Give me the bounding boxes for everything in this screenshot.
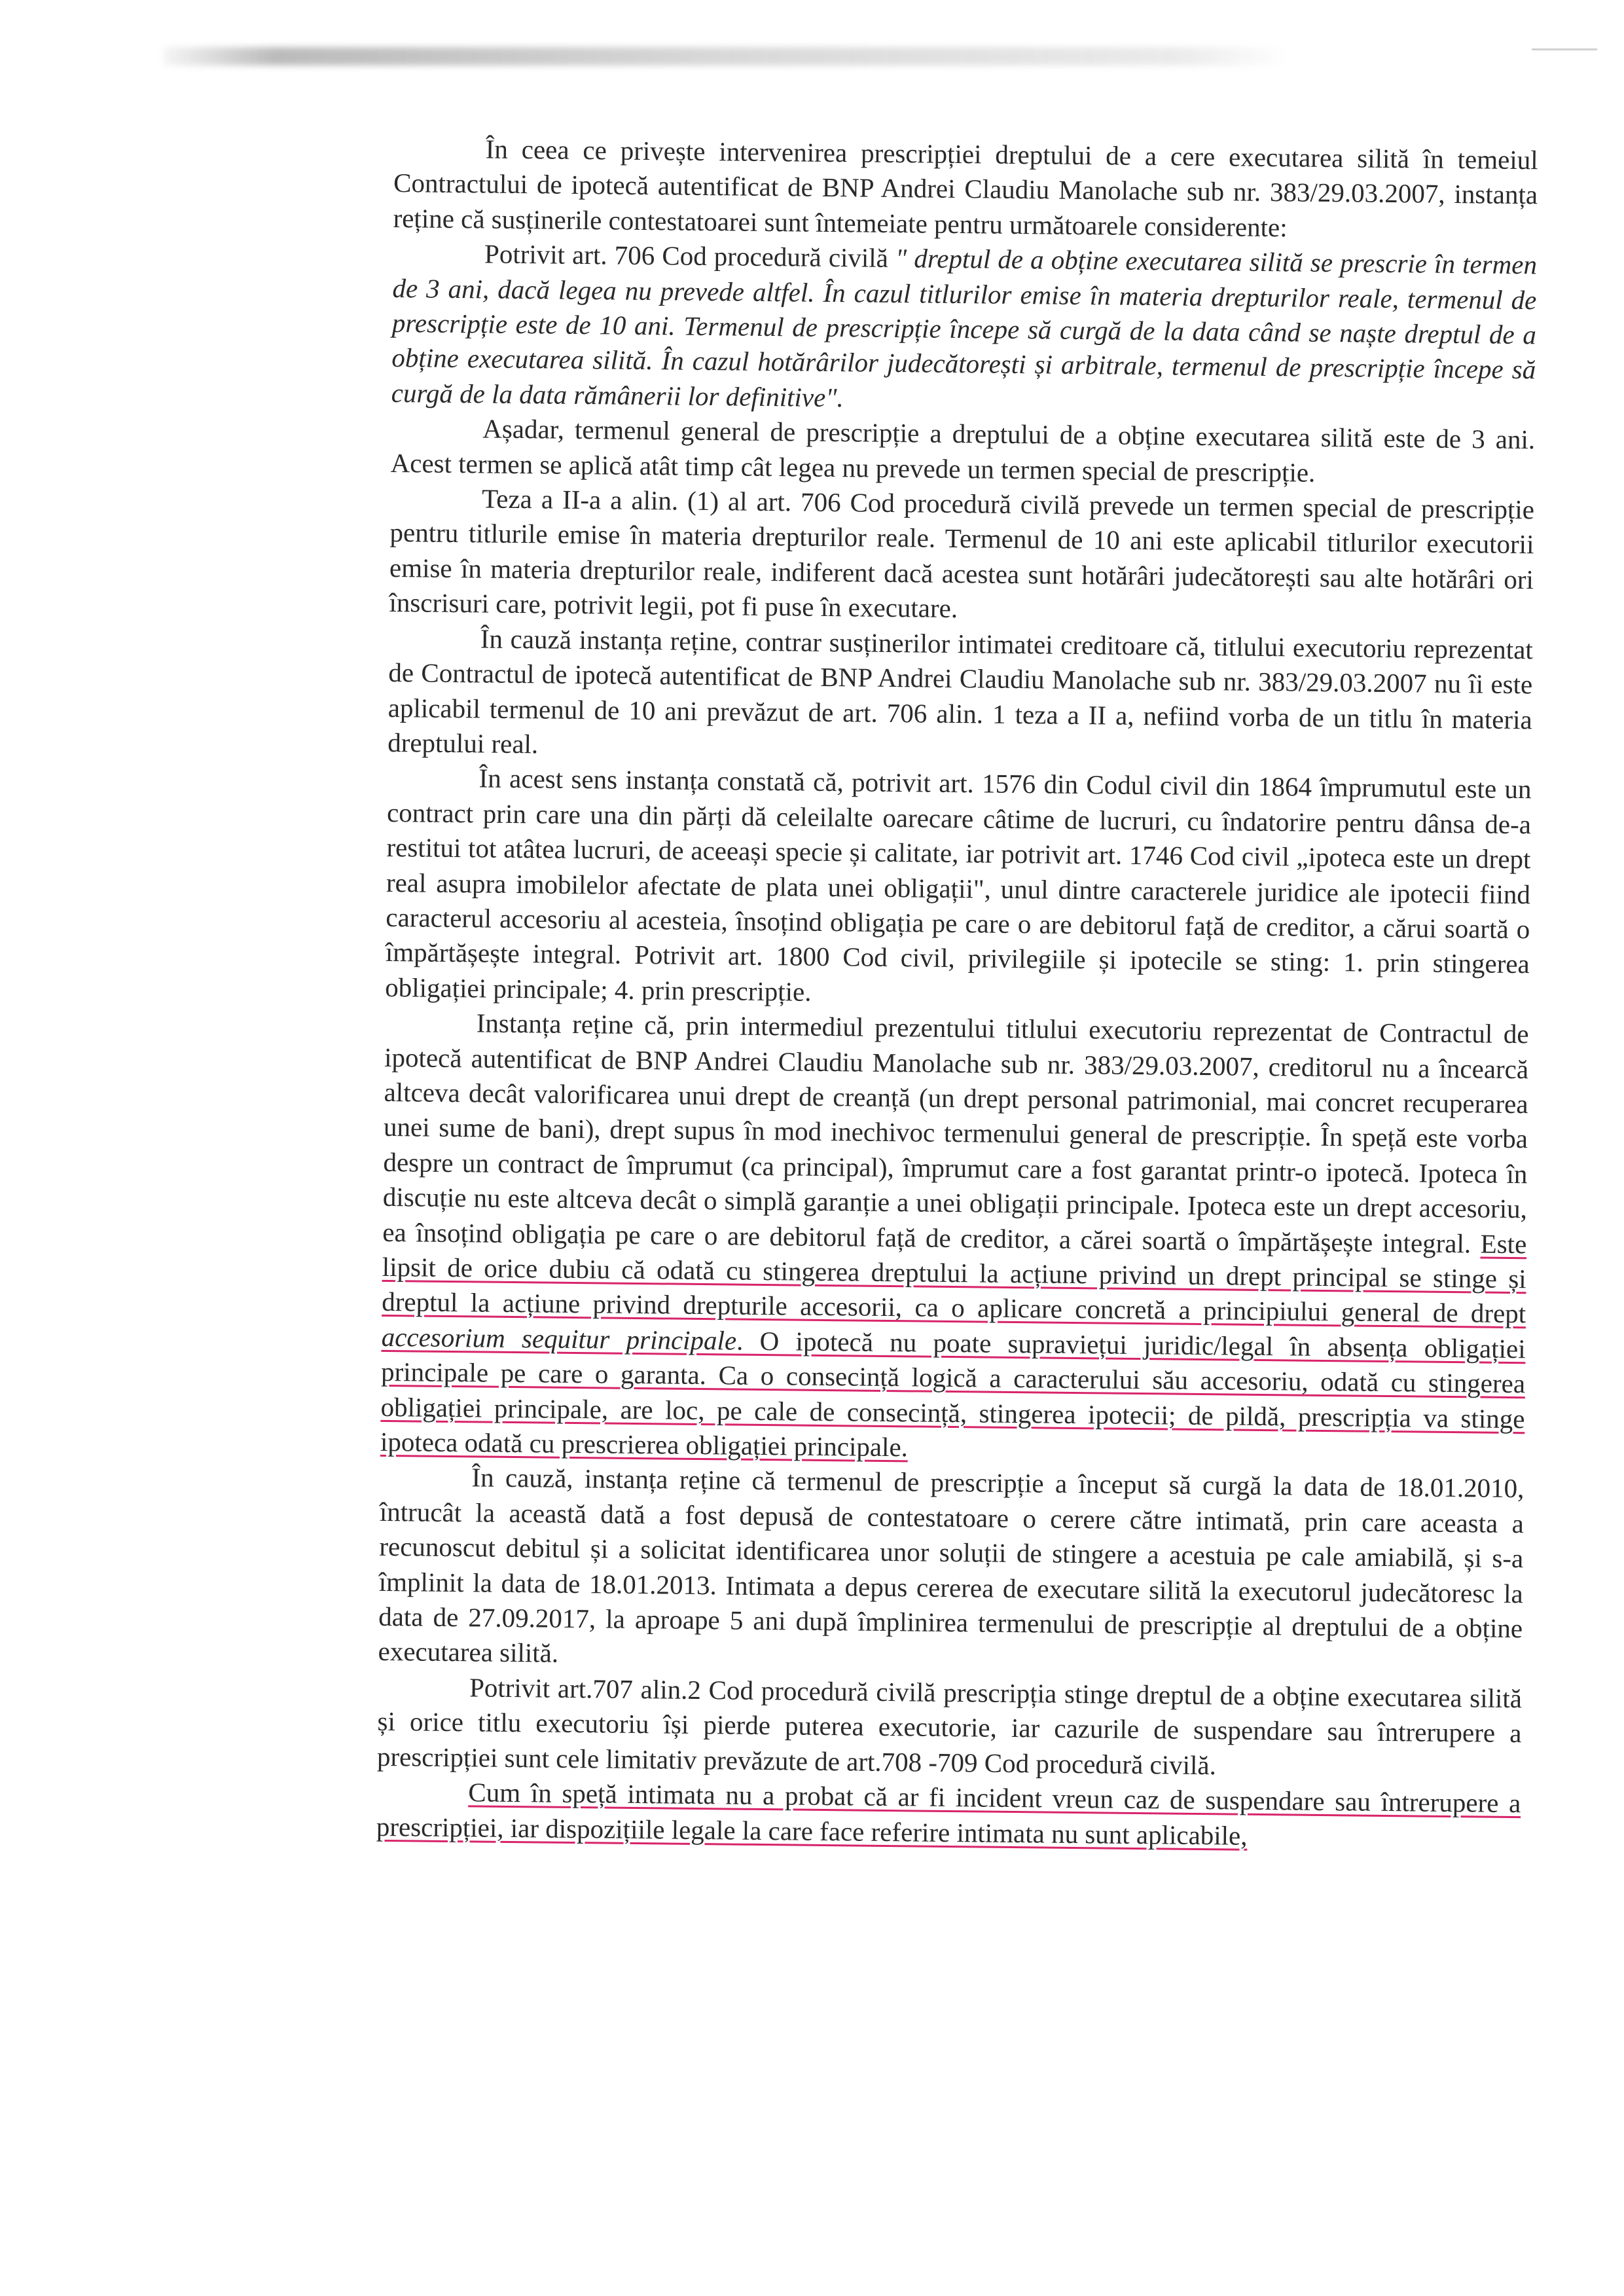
highlighted-passage: Este lipsit de orice dubiu că odată cu stingerea dreptului la acțiune privind un drept principal se stinge și dreptul la acțiune privind drepturile accesorii, ca o aplicare concretă a principiului general de drept accesorium sequitur principale. O ipotecă nu poate supraviețui juridic/legal în absența obligației principale pe care o garanta. Ca o consecință logică a caracterului său accesoriu, odată cu stingerea obligației principale, are loc, pe cale de consecință, stingerea ipotecii; de pildă, prescripția va stinge ipoteca odată cu prescrierea obligației principale. bbox=[380, 1228, 1527, 1463]
paragraph-court-finding: În cauză instanța reține, contrar susținerilor intimatei creditoare că, titlului executoriu reprezentat de Contractul de ipotecă autentificat de BNP Andrei Claudiu Manolache sub nr. 383/29.03.2007 nu îi este aplicabil termenul de 10 ani prevăzut de art. 706 alin. 1 teza a II a, nefiind vorba de un titlu în materia dreptului real. bbox=[387, 623, 1534, 759]
paragraph-conclusion bbox=[376, 1774, 1521, 1856]
highlighted-conclusion: Cum în speță intimata nu a probat că ar fi incident vreun caz de suspendare sau întrerupere a prescripției, iar dispozițiile legale la care face referire intimata nu sunt aplicabile, bbox=[376, 1777, 1521, 1851]
paragraph-prescription-intro: În ceea ce privește intervenirea prescripției dreptului de a cere executarea silită în temeiul Contractului de ipotecă autentificat de BNP Andrei Claudiu Manolache sub nr. 383/29.03.2007, instanța reține că susținerile contestatoarei sunt întemeiate pentru următoarele considerente: bbox=[393, 134, 1538, 243]
paragraph-art-707: Potrivit art.707 alin.2 Cod procedură civilă prescripția stinge dreptul de a obține executarea silită și orice titlu executoriu își pierde puterea executorie, iar cazurile de suspendare sau întrerupere a prescripției sunt cele limitativ prevăzute de art.708 -709 Cod procedură civilă. bbox=[376, 1672, 1523, 1780]
scan-shadow-top bbox=[164, 47, 1290, 65]
art-706-quotation: " dreptul de a obține executarea silită se prescrie în termen de 3 ani, dacă legea nu prevede altfel. În cazul titlurilor emise în materia drepturilor reale, termenul de prescripție este de 10 ani. Termenul de prescripție începe să curgă de la data când se naște dreptul de a obține executarea silită. În cazul hotărârilor judecătorești și arbitrale, termenul de prescripție începe să curgă de la data rămânerii lor definitive". bbox=[391, 243, 1538, 413]
paragraph-general-term: Așadar, termenul general de prescripție a dreptului de a obține executarea silită este de 3 ani. Acest termen se aplică atât timp cât legea nu prevede un termen special de prescripție. bbox=[390, 413, 1536, 488]
paragraph-prescription-dates: În cauză, instanța reține că termenul de prescripție a început să curgă la data de 18.01.2010, întrucât la această dată a fost depusă de contestatoare o cerere către intimată, prin care aceasta a recunoscut debitul și a solicitat identificarea unor soluții de stingere a acestuia pe cale amiabilă, și s-a împlinit la data de 18.01.2013. Intimata a depus cererea de executare silită la executorul judecătoresc la data de 27.09.2017, la aproape 5 ani după împlinirea termenului de prescripție al dreptului de a obține executarea silită. bbox=[378, 1462, 1525, 1669]
accessory-right-text: Instanța reține că, prin intermediul prezentului titlului executoriu reprezentat de Contractul de ipotecă autentificat de BNP Andrei Claudiu Manolache sub nr. 383/29.03.2007, creditorul nu a încearcă altceva decât valorificarea unui drept de creanță (un drept personal patrimonial, mai concret recuperarea unei sume de bani), drept supus în mod inechivoc termenului general de prescripție. În speță este vorba despre un contract de împrumut (ca principal), împrumut care a fost garantat printr-o ipotecă. Ipoteca în discuție nu este altceva decât o simplă garanție a unei obligații principale. Ipoteca este un drept accesoriu, ea însoțind obligația pe care o are debitorul față de creditor, a cărei soartă o împărtășește integral. bbox=[382, 1008, 1529, 1259]
latin-maxim: accesorium sequitur principale bbox=[381, 1321, 737, 1356]
paragraph-civil-code-loan: În acest sens instanța constată că, potrivit art. 1576 din Codul civil din 1864 împrumutul este un contract prin care una din părți dă celeilalte oarecare câtime de lucruri, cu îndatorire pentru dânsa de-a restitui tot atâtea lucruri, de aceeași specie și calitate, iar potrivit art. 1746 Cod civil „ipoteca este un drept real asupra imobilelor afectate de plata unei obligații", unul dintre caracterele juridice ale ipotecii fiind caracterul accesoriu al acesteia, însoțind obligația pe care o are debitorul față de creditor, a cărui soartă o împărtășește integral. Potrivit art. 1800 Cod civil, privilegiile și ipotecile se sting: 1. prin stingerea obligației principale; 4. prin prescripție. bbox=[385, 763, 1532, 1007]
paragraph-special-term: Teza a II-a a alin. (1) al art. 706 Cod procedură civilă prevede un termen special de prescripție pentru titlurile emise în materia drepturilor reale. Termenul de 10 ani este aplicabil titlurilor executorii emise în materia drepturilor reale, indiferent dacă acestea sunt hotărâri judecătorești sau alte hotărâri ori înscrisuri care, potrivit legii, pot fi puse în executare. bbox=[389, 483, 1535, 624]
art-706-lead-in: Potrivit art. 706 Cod procedură civilă bbox=[484, 238, 896, 274]
scan-mark-top-right bbox=[1532, 48, 1597, 50]
paragraph-accessory-right bbox=[380, 1005, 1529, 1472]
paragraph-art-706-quote bbox=[391, 236, 1538, 422]
document-body bbox=[376, 131, 1538, 1856]
